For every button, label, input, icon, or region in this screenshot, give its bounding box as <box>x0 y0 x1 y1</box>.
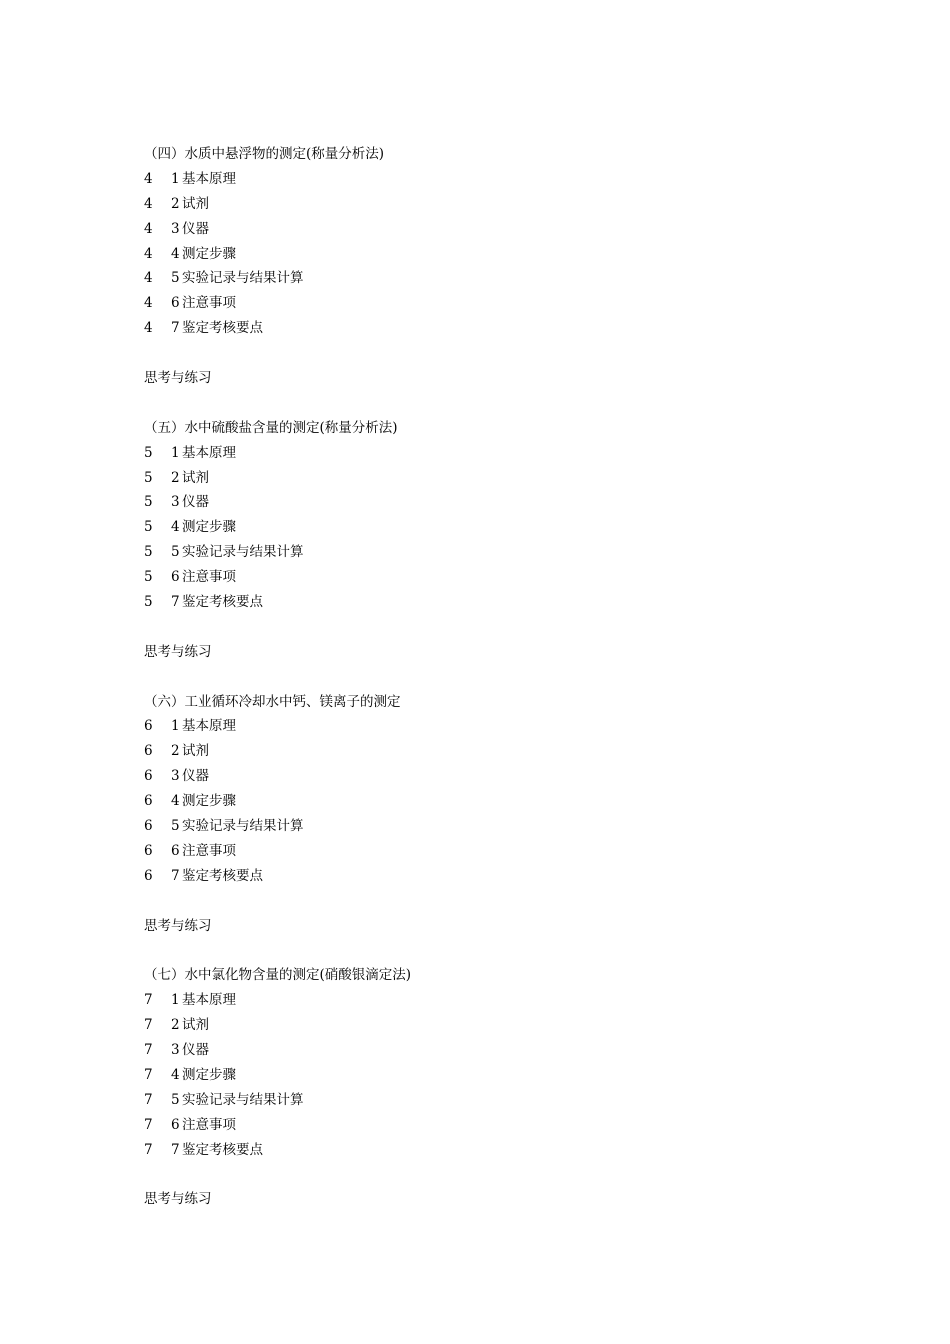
section-title: （四）水质中悬浮物的测定(称量分析法) <box>144 146 385 162</box>
entry-number: 7 <box>171 594 180 611</box>
entry-number: 1 <box>171 718 180 735</box>
chapter-number: 7 <box>144 1017 153 1034</box>
entry-number: 4 <box>171 793 180 810</box>
spacer <box>144 1212 844 1237</box>
chapter-number: 5 <box>144 569 153 586</box>
entry-number: 7 <box>171 320 180 337</box>
entry-label: 注意事项 <box>182 842 236 859</box>
exercise-heading: 思考与练习 <box>144 917 212 934</box>
entry-number: 1 <box>171 992 180 1009</box>
toc-entry <box>144 864 844 889</box>
section-title: （六）工业循环冷却水中钙、镁离子的测定 <box>144 693 401 710</box>
entry-number: 6 <box>171 1116 180 1133</box>
toc-section <box>144 690 844 964</box>
chapter-number: 5 <box>144 444 153 461</box>
chapter-number: 4 <box>144 220 153 237</box>
chapter-number: 6 <box>144 818 153 835</box>
entry-label: 试剂 <box>182 743 209 760</box>
section-title: （五）水中硫酸盐含量的测定(称量分析法) <box>144 419 398 436</box>
chapter-number: 7 <box>144 1091 153 1108</box>
chapter-number: 7 <box>144 992 153 1009</box>
chapter-number: 7 <box>144 1042 153 1059</box>
chapter-number: 4 <box>144 320 153 337</box>
spacer <box>144 939 844 964</box>
chapter-number: 4 <box>144 195 153 212</box>
toc-entry <box>144 1063 844 1088</box>
entry-label: 测定步骤 <box>182 245 236 262</box>
spacer <box>144 889 844 914</box>
entry-label: 鉴定考核要点 <box>182 867 263 884</box>
entry-number: 1 <box>171 444 180 461</box>
entry-number: 3 <box>171 768 180 785</box>
toc-entry <box>144 1113 844 1138</box>
chapter-number: 5 <box>144 494 153 511</box>
spacer <box>144 1163 844 1188</box>
chapter-number: 6 <box>144 768 153 785</box>
entry-label: 试剂 <box>182 469 209 486</box>
chapter-number: 4 <box>144 170 153 187</box>
toc-entry <box>144 242 844 267</box>
entry-label: 仪器 <box>182 220 209 237</box>
entry-label: 鉴定考核要点 <box>182 320 263 337</box>
toc-entry <box>144 714 844 739</box>
entry-number: 5 <box>171 818 180 835</box>
chapter-number: 4 <box>144 270 153 287</box>
toc-entry <box>144 739 844 764</box>
entry-label: 鉴定考核要点 <box>182 1141 263 1158</box>
entry-label: 注意事项 <box>182 295 236 312</box>
toc-entry <box>144 1088 844 1113</box>
toc-entry <box>144 167 844 192</box>
entry-label: 测定步骤 <box>182 1066 236 1083</box>
entry-number: 5 <box>171 544 180 561</box>
entry-number: 6 <box>171 295 180 312</box>
chapter-number: 4 <box>144 245 153 262</box>
chapter-number: 5 <box>144 519 153 536</box>
chapter-number: 7 <box>144 1066 153 1083</box>
entry-number: 6 <box>171 569 180 586</box>
spacer <box>144 665 844 690</box>
chapter-number: 5 <box>144 544 153 561</box>
spacer <box>144 615 844 640</box>
entry-number: 1 <box>171 170 180 187</box>
entry-number: 3 <box>171 220 180 237</box>
chapter-number: 5 <box>144 594 153 611</box>
toc-section <box>144 963 844 1237</box>
entry-number: 2 <box>171 469 180 486</box>
toc-entry <box>144 266 844 291</box>
entry-number: 4 <box>171 245 180 262</box>
entry-number: 7 <box>171 1141 180 1158</box>
entry-label: 试剂 <box>182 195 209 212</box>
toc-content <box>144 142 844 1237</box>
entry-label: 测定步骤 <box>182 519 236 536</box>
toc-entry <box>144 466 844 491</box>
toc-entry <box>144 515 844 540</box>
entry-label: 实验记录与结果计算 <box>182 1091 304 1108</box>
entry-number: 5 <box>171 270 180 287</box>
toc-entry <box>144 789 844 814</box>
entry-label: 注意事项 <box>182 1116 236 1133</box>
entry-number: 7 <box>171 867 180 884</box>
toc-entry <box>144 565 844 590</box>
toc-entry <box>144 540 844 565</box>
toc-entry <box>144 1038 844 1063</box>
entry-number: 4 <box>171 519 180 536</box>
entry-number: 6 <box>171 842 180 859</box>
chapter-number: 6 <box>144 743 153 760</box>
entry-number: 4 <box>171 1066 180 1083</box>
entry-number: 2 <box>171 195 180 212</box>
exercise-heading: 思考与练习 <box>144 643 212 660</box>
chapter-number: 5 <box>144 469 153 486</box>
entry-label: 仪器 <box>182 1042 209 1059</box>
toc-entry <box>144 764 844 789</box>
toc-entry <box>144 839 844 864</box>
toc-entry <box>144 490 844 515</box>
chapter-number: 6 <box>144 718 153 735</box>
toc-entry <box>144 291 844 316</box>
entry-number: 2 <box>171 743 180 760</box>
toc-entry <box>144 814 844 839</box>
entry-label: 仪器 <box>182 768 209 785</box>
entry-label: 测定步骤 <box>182 793 236 810</box>
toc-section <box>144 416 844 690</box>
entry-number: 3 <box>171 1042 180 1059</box>
entry-label: 基本原理 <box>182 718 236 735</box>
chapter-number: 4 <box>144 295 153 312</box>
chapter-number: 6 <box>144 867 153 884</box>
entry-label: 实验记录与结果计算 <box>182 818 304 835</box>
entry-number: 2 <box>171 1017 180 1034</box>
toc-entry <box>144 590 844 615</box>
toc-entry <box>144 1013 844 1038</box>
toc-entry <box>144 1138 844 1163</box>
exercise-heading: 思考与练习 <box>144 1191 212 1208</box>
section-title: （七）水中氯化物含量的测定(硝酸银滴定法) <box>144 967 412 984</box>
spacer <box>144 391 844 416</box>
entry-label: 基本原理 <box>182 170 236 187</box>
entry-label: 鉴定考核要点 <box>182 594 263 611</box>
spacer <box>144 341 844 366</box>
entry-label: 基本原理 <box>182 444 236 461</box>
entry-label: 仪器 <box>182 494 209 511</box>
toc-entry <box>144 316 844 341</box>
toc-entry <box>144 192 844 217</box>
chapter-number: 6 <box>144 793 153 810</box>
entry-label: 实验记录与结果计算 <box>182 544 304 561</box>
entry-label: 基本原理 <box>182 992 236 1009</box>
exercise-heading: 思考与练习 <box>144 370 212 387</box>
entry-number: 5 <box>171 1091 180 1108</box>
entry-label: 试剂 <box>182 1017 209 1034</box>
toc-entry <box>144 988 844 1013</box>
toc-entry <box>144 441 844 466</box>
toc-section <box>144 142 844 416</box>
chapter-number: 7 <box>144 1116 153 1133</box>
chapter-number: 6 <box>144 842 153 859</box>
chapter-number: 7 <box>144 1141 153 1158</box>
entry-label: 实验记录与结果计算 <box>182 270 304 287</box>
entry-number: 3 <box>171 494 180 511</box>
toc-entry <box>144 217 844 242</box>
entry-label: 注意事项 <box>182 569 236 586</box>
